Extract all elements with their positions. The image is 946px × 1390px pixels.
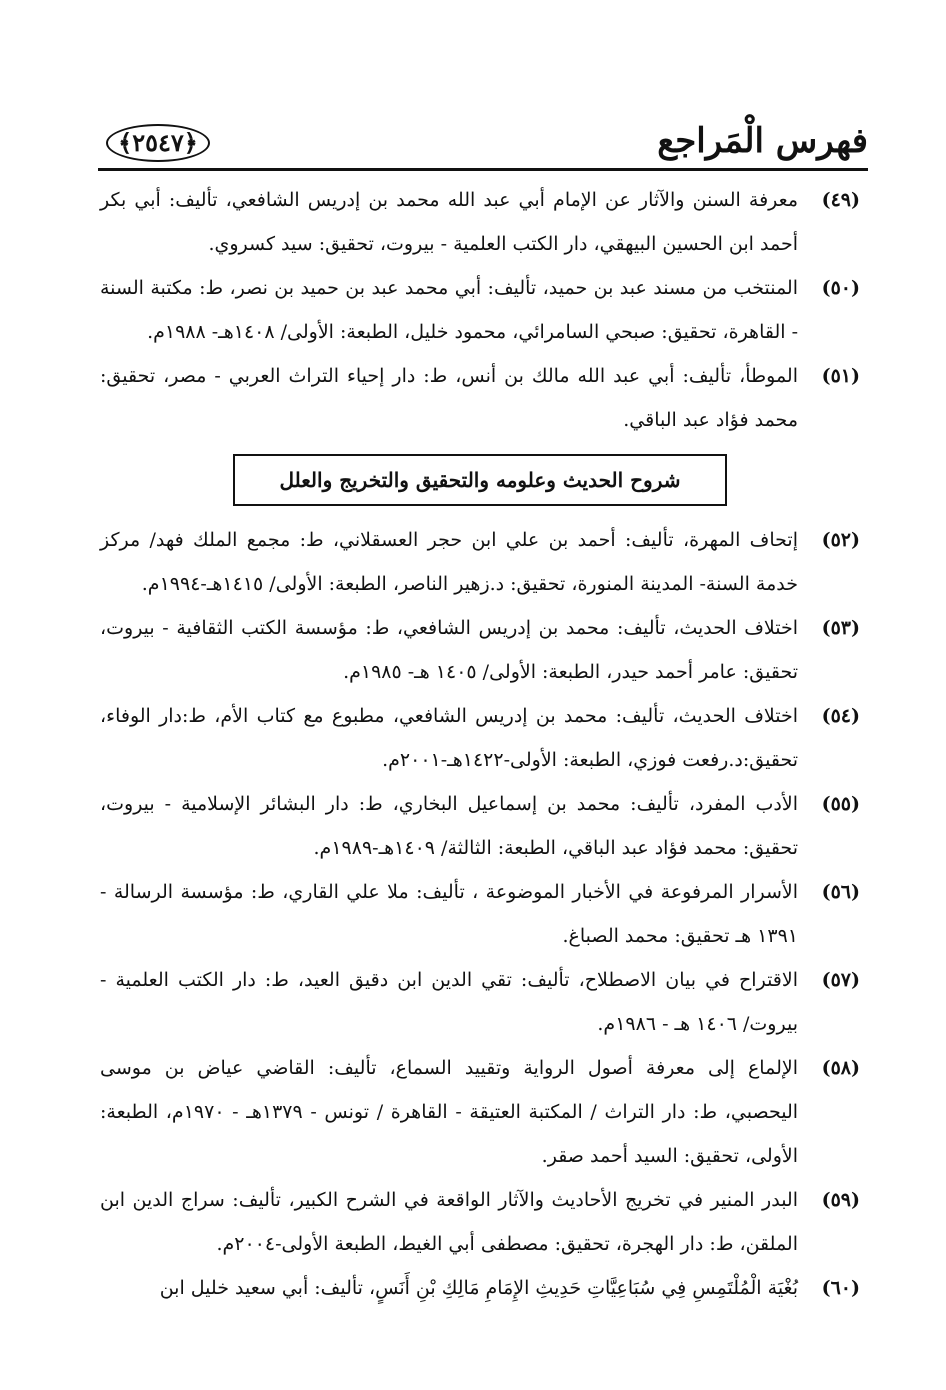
entry-number: (٥٩) — [821, 1189, 860, 1211]
section-heading: شروح الحديث وعلومه والتحقيق والتخريج والعلل — [233, 454, 727, 506]
page-header — [98, 118, 868, 168]
references-list — [100, 178, 860, 1310]
entry-number: (٥٣) — [821, 617, 860, 639]
entry-number: (٥٨) — [821, 1057, 860, 1079]
entry-text: الاقتراح في بيان الاصطلاح، تأليف: تقي الدين ابن دقيق العيد، ط: دار الكتب العلمية - بيروت/ ١٤٠٦ هـ - ١٩٨٦م. — [100, 969, 798, 1035]
entry-text: اختلاف الحديث، تأليف: محمد بن إدريس الشافعي، ط: مؤسسة الكتب الثقافية - بيروت، تحقيق: عامر أحمد حيدر، الطبعة: الأولى/ ١٤٠٥ هـ- ١٩٨٥م. — [100, 617, 798, 683]
reference-entry — [100, 354, 860, 442]
entry-number: (٥١) — [821, 365, 860, 387]
entry-text: الأدب المفرد، تأليف: محمد بن إسماعيل البخاري، ط: دار البشائر الإسلامية - بيروت، تحقيق: محمد فؤاد عبد الباقي، الطبعة: الثالثة/ ١٤٠٩هـ-١٩٨٩م. — [100, 793, 798, 859]
entry-number: (٥٧) — [821, 969, 860, 991]
entry-number: (٥٢) — [821, 529, 860, 551]
reference-entry — [100, 518, 860, 606]
entry-text: اختلاف الحديث، تأليف: محمد بن إدريس الشافعي، مطبوع مع كتاب الأم، ط:دار الوفاء، تحقيق:د.رفعت فوزي، الطبعة: الأولى-١٤٢٢هـ-٢٠٠١م. — [100, 705, 798, 771]
entry-number: (٥٠) — [821, 277, 860, 299]
entry-text: معرفة السنن والآثار عن الإمام أبي عبد الله محمد بن إدريس الشافعي، تأليف: أبي بكر أحمد ابن الحسين البيهقي، دار الكتب العلمية - بيروت، تحقيق: سيد كسروي. — [100, 189, 798, 255]
reference-entry — [100, 606, 860, 694]
entry-number: (٤٩) — [821, 189, 860, 211]
reference-entry — [100, 1178, 860, 1266]
entry-number: (٦٠) — [821, 1277, 860, 1299]
reference-entry — [100, 1046, 860, 1178]
reference-entry — [100, 178, 860, 266]
entry-text: البدر المنير في تخريج الأحاديث والآثار الواقعة في الشرح الكبير، تأليف: سراج الدين ابن الملقن، ط: دار الهجرة، تحقيق: مصطفى أبي الغيط، الطبعة الأولى-٢٠٠٤م. — [100, 1189, 798, 1255]
reference-entry — [100, 266, 860, 354]
reference-entry — [100, 694, 860, 782]
reference-entry — [100, 782, 860, 870]
reference-entry — [100, 870, 860, 958]
entry-text: إتحاف المهرة، تأليف: أحمد بن علي ابن حجر العسقلاني، ط: مجمع الملك فهد/ مركز خدمة السنة- المدينة المنورة، تحقيق: د.زهير الناصر، الطبعة: الأولى/ ١٤١٥هـ-١٩٩٤م. — [100, 529, 798, 595]
entry-text: المنتخب من مسند عبد بن حميد، تأليف: أبي محمد عبد بن حميد بن نصر، ط: مكتبة السنة - القاهرة، تحقيق: صبحي السامرائي، محمود خليل، الطبعة: الأولى/ ١٤٠٨هـ- ١٩٨٨م. — [100, 277, 798, 343]
entry-text: بُغْيَة الْمُلْتَمِسِ فِي سُبَاعِيَّاتِ حَدِيثِ الإِمَامِ مَالِكِ بْنِ أَنَسٍ، تأليف: أبي سعيد خليل ابن — [159, 1277, 798, 1299]
header-divider — [98, 168, 868, 171]
entry-text: الأسرار المرفوعة في الأخبار الموضوعة ، تأليف: ملا علي القاري، ط: مؤسسة الرسالة - ١٣٩١ هـ تحقيق: محمد الصباغ. — [100, 881, 798, 947]
page-title: فهرس الْمَراجع — [657, 121, 868, 161]
entry-text: الإلماع إلى معرفة أصول الرواية وتقييد السماع، تأليف: القاضي عياض بن موسى اليحصبي، ط: دار التراث / المكتبة العتيقة - القاهرة / تونس - ١٣٧٩هـ - ١٩٧٠م، الطبعة: الأولى، تحقيق: السيد أحمد صقر. — [100, 1057, 799, 1167]
entry-number: (٥٥) — [821, 793, 860, 815]
reference-entry — [100, 1266, 860, 1310]
entry-text: الموطأ، تأليف: أبي عبد الله مالك بن أنس، ط: دار إحياء التراث العربي - مصر، تحقيق: محمد فؤاد عبد الباقي. — [100, 365, 798, 431]
page-number-badge: ﴿٢٥٤٧﴾ — [106, 124, 210, 162]
entry-number: (٥٤) — [821, 705, 860, 727]
reference-entry — [100, 958, 860, 1046]
entry-number: (٥٦) — [821, 881, 860, 903]
